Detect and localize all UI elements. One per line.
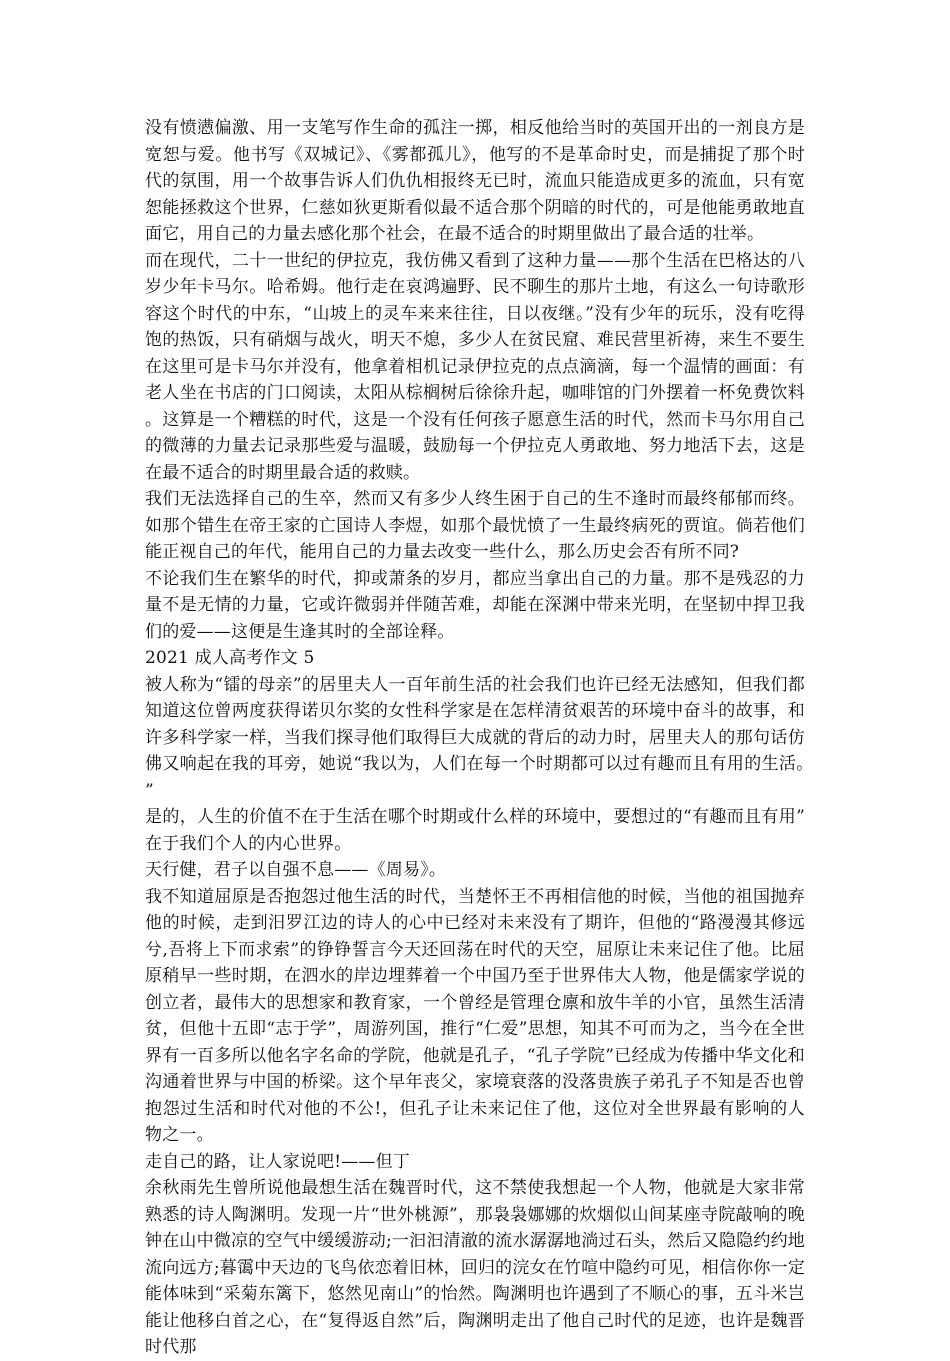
- document-body: [145, 115, 805, 1361]
- quote-dante: 走自己的路，让人家说吧!——但丁: [145, 1151, 411, 1172]
- paragraph-conclusion: 不论我们生在繁华的时代，抑或萧条的岁月，都应当拿出自己的力量。那不是残忍的力量不是无情的力量，它或许微弱并伴随苦难，却能在深渊中带来光明，在坚韧中捍卫我们的爱——这便是生逢其时的全部诠释。: [145, 568, 805, 642]
- paragraph-life-value: 是的，人生的价值不在于生活在哪个时期或什么样的环境中，要想过的“有趣而且有用”在于我们个人的内心世界。: [145, 807, 805, 854]
- paragraph-kamal: 而在现代，二十一世纪的伊拉克，我仿佛又看到了这种力量——那个生活在巴格达的八岁少年卡马尔。哈希姆。他行走在哀鸿遍野、民不聊生的那片土地，有这么一句诗歌形容这个时代的中东，“山坡上的灵车来来往往，日以夜继。”没有少年的玩乐，没有吃得饱的热饭，只有硝烟与战火，明天不熄，多少人在贫民窟、难民营里祈祷，来生不要生在这里可是卡马尔并没有，他拿着相机记录伊拉克的点点滴滴，每一个温情的画面：有老人坐在书店的门口阅读，太阳从棕榈树后徐徐升起，咖啡馆的门外摆着一杯免费饮料。这算是一个糟糕的时代，这是一个没有任何孩子愿意生活的时代，然而卡马尔用自己的微薄的力量去记录那些爱与温暖，鼓励每一个伊拉克人勇敢地、努力地活下去，这是在最不适合的时期里最合适的救赎。: [145, 250, 805, 483]
- paragraph-quyuan-confucius: 我不知道屈原是否抱怨过他生活的时代，当楚怀王不再相信他的时候，当他的祖国抛弃他的时候，走到汨罗江边的诗人的心中已经对未来没有了期许，但他的“路漫漫其修远兮,吾将上下而求索”的铮铮誓言今天还回荡在时代的天空，屈原让未来记住了他。比屈原稍早一些时期，在泗水的岸边埋葬着一个中国乃至于世界伟大人物，他是儒家学说的创立者，最伟大的思想家和教育家，一个曾经是管理仓廪和放牛羊的小官，虽然生活清贫，但他十五即“志于学”，周游列国，推行“仁爱”思想，知其不可而为之，当今在全世界有一百多所以他名字名命的学院，他就是孔子，“孔子学院”已经成为传播中华文化和沟通着世界与中国的桥梁。这个早年丧父，家境衰落的没落贵族子弟孔子不知是否也曾抱怨过生活和时代对他的不公!，但孔子让未来记住了他，这位对全世界最有影响的人物之一。: [145, 886, 805, 1145]
- paragraph-dickens: 没有愤懑偏激、用一支笔写作生命的孤注一掷，相反他给当时的英国开出的一剂良方是宽恕与爱。他书写《双城记》、《雾都孤儿》，他写的不是革命时史，而是捕捉了那个时代的氛围，用一个故事告诉人们仇仇相报终无已时，流血只能造成更多的流血，只有宽恕能拯救这个世界，仁慈如狄更斯看似最不适合那个阴暗的时代的，可是他能勇敢地直面它，用自己的力量去感化那个社会，在最不适合的时期里做出了最合适的壮举。: [145, 118, 805, 244]
- paragraph-taoyuanming: 余秋雨先生曾所说他最想生活在魏晋时代，这不禁使我想起一个人物，他就是大家非常熟悉的诗人陶渊明。发现一片“世外桃源”，那袅袅娜娜的炊烟似山间某座寺院敲响的晚钟在山中微凉的空气中缓缓游动;一汩汩清澈的流水潺潺地淌过石头，然后又隐隐约约地流向远方;暮霭中天边的飞鸟依恋着旧林，回归的浣女在竹喧中隐约可见，相信你你一定能体味到“采菊东篱下，悠然见南山”的怡然。陶渊明也许遇到了不顺心的事，五斗米岂能让他移白首之心，在“复得返自然”后，陶渊明走出了他自己时代的足迹，也许是魏晋时代那: [145, 1178, 805, 1357]
- paragraph-curie: 被人称为“镭的母亲”的居里夫人一百年前生活的社会我们也许已经无法感知，但我们都知道这位曾两度获得诺贝尔奖的女性科学家是在怎样清贫艰苦的环境中奋斗的故事，和许多科学家一样，当我们探寻他们取得巨大成就的背后的动力时，居里夫人的那句话仿佛又响起在我的耳旁，她说“我以为，人们在每一个时期都可以过有趣而且有用的生活。”: [145, 674, 805, 801]
- quote-zhouyi: 天行健，君子以自强不息——《周易》。: [145, 860, 447, 880]
- section-heading: 2021 成人高考作文 5: [145, 648, 315, 668]
- paragraph-birth-era: 我们无法选择自己的生卒，然而又有多少人终生困于自己的生不逢时而最终郁郁而终。如那个错生在帝王家的亡国诗人李煜，如那个最忧愤了一生最终病死的贾谊。倘若他们能正视自己的年代，能用自己的力量去改变一些什么，那么历史会否有所不同?: [145, 489, 805, 562]
